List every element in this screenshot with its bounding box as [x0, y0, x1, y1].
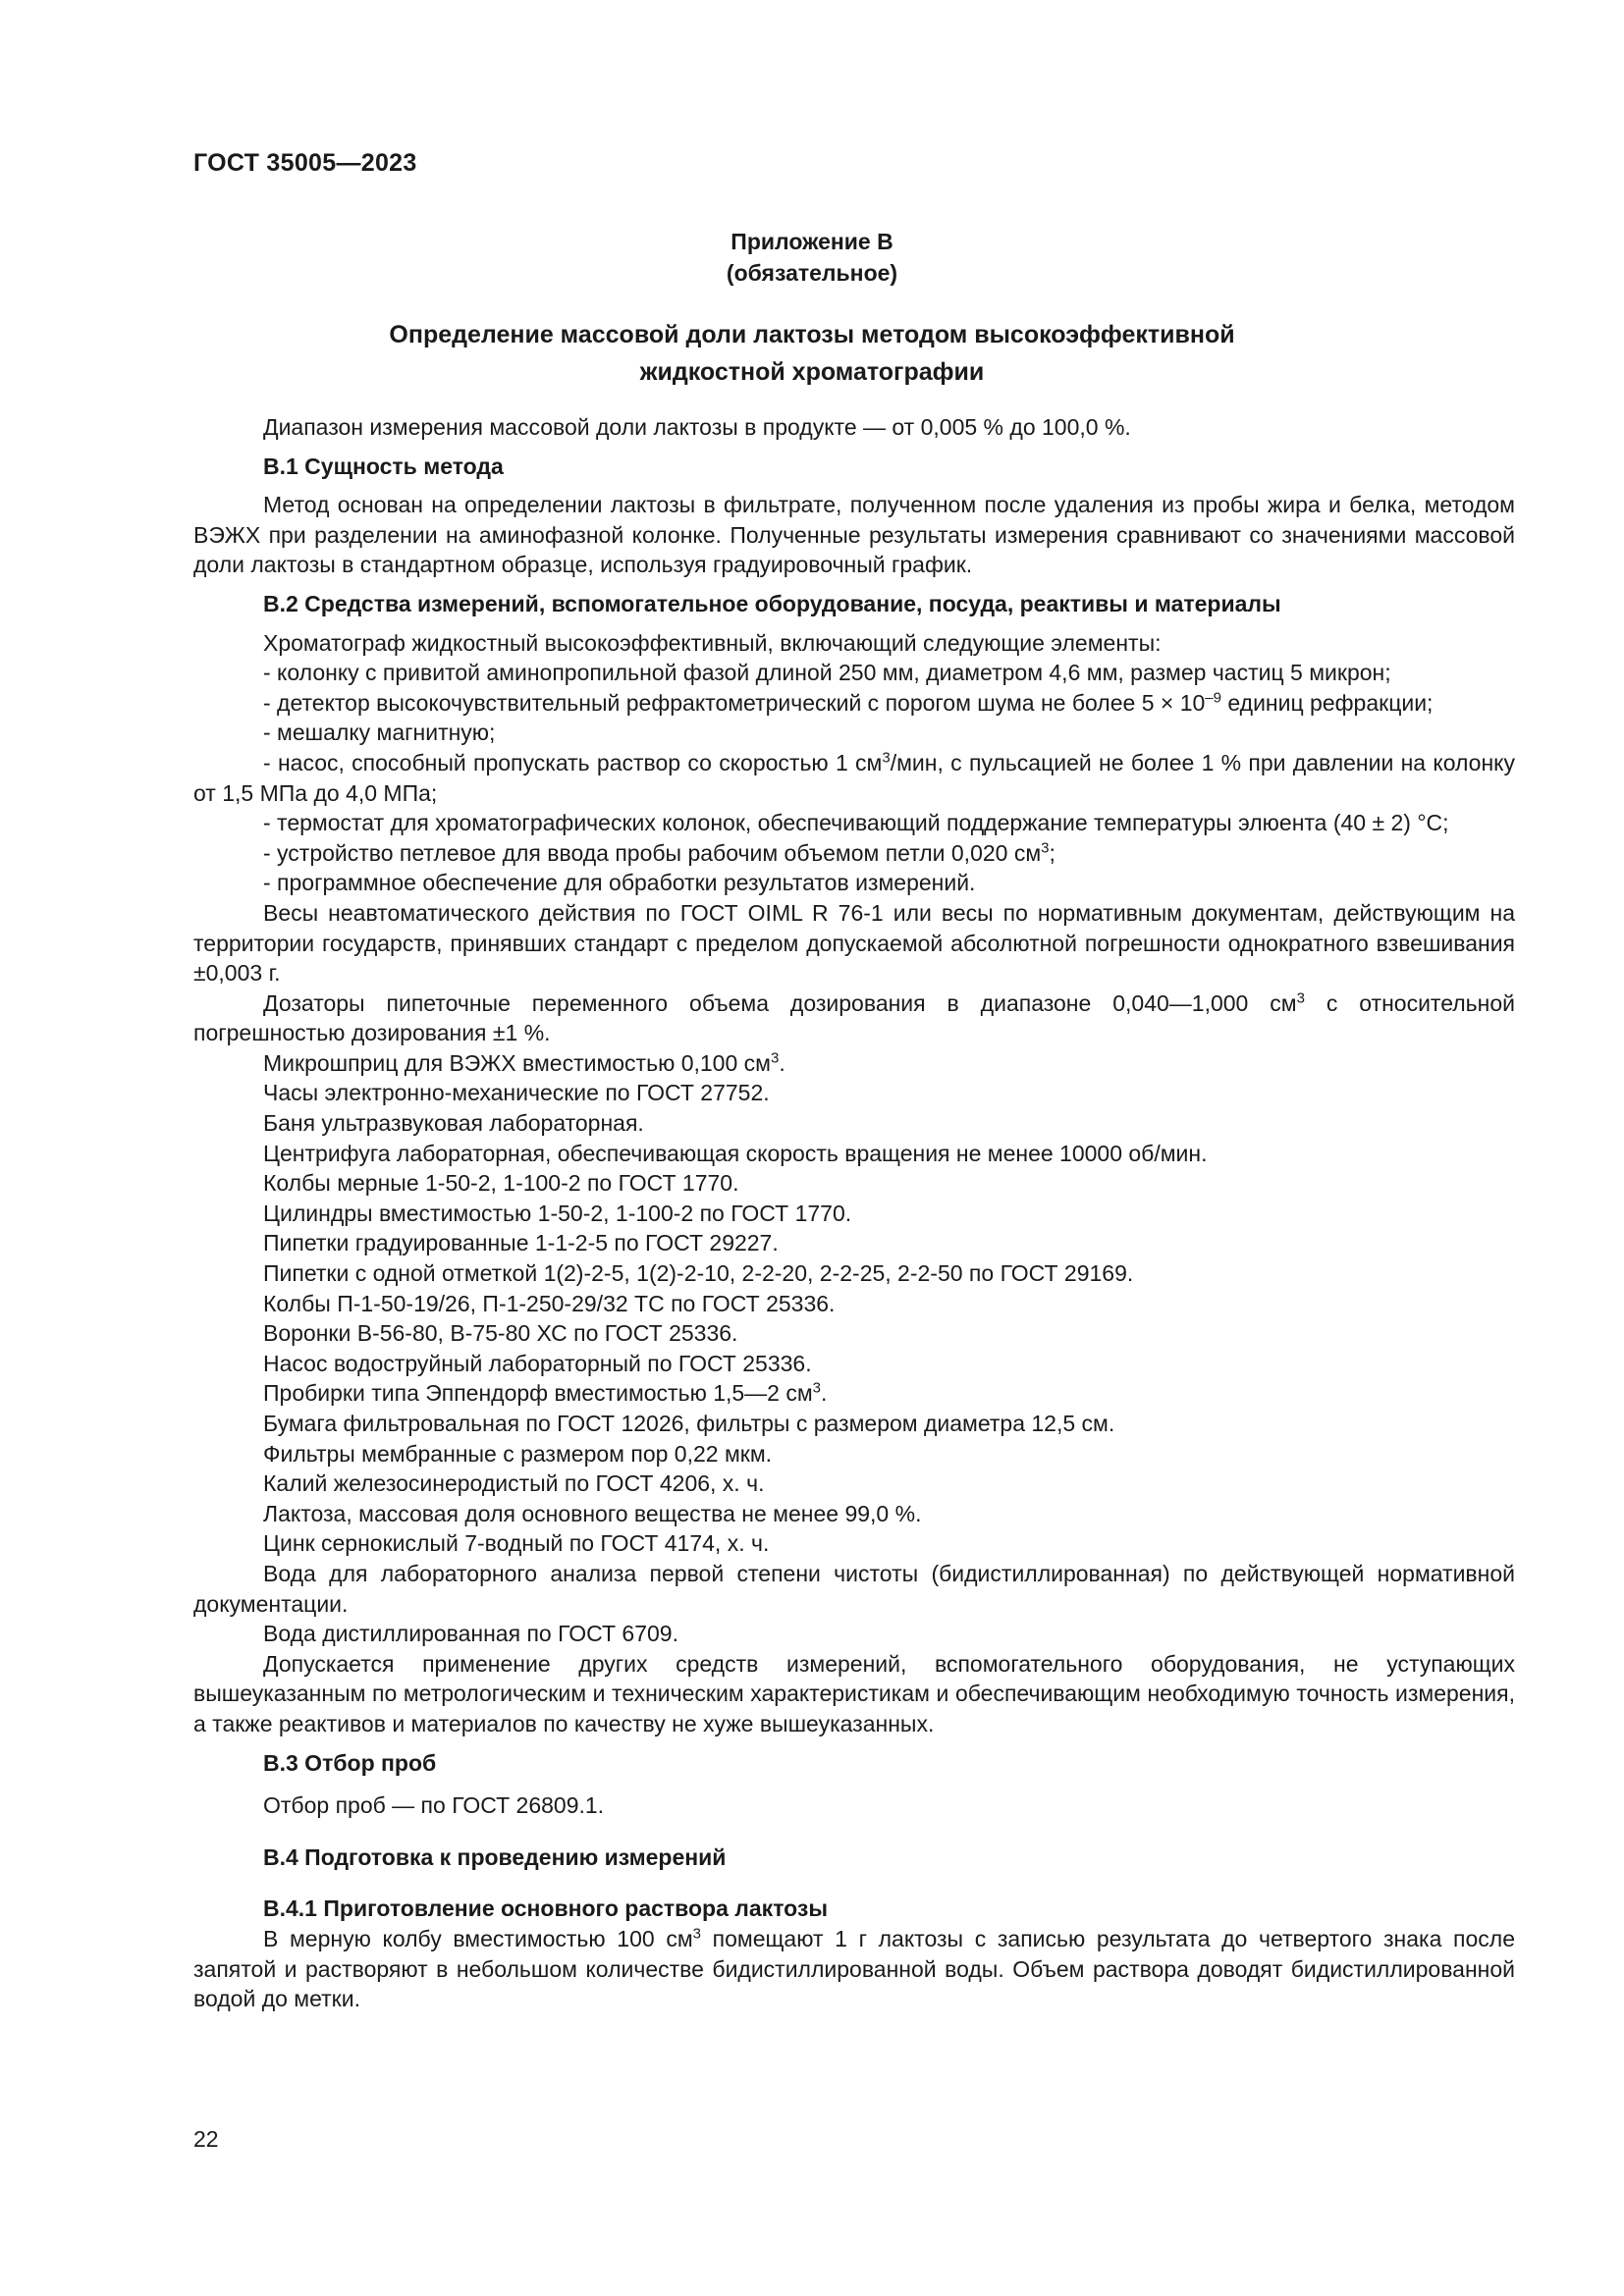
paragraph: Отбор проб — по ГОСТ 26809.1. — [263, 1792, 605, 1819]
document-body — [193, 412, 1515, 2014]
annex-title-line-2: жидкостной хроматографии — [639, 358, 985, 386]
section-heading-b4: В.4 Подготовка к проведению измерений — [263, 1843, 727, 1870]
paragraph: Хроматограф жидкостный высокоэффективный, включающий следующие элементы: — [263, 629, 1162, 656]
annex-title — [0, 316, 1624, 391]
annex-status: (обязательное) — [726, 260, 898, 286]
section-heading-b1: В.1 Сущность метода — [263, 453, 504, 479]
paragraph: Центрифуга лабораторная, обеспечивающая скорость вращения не менее 10000 об/мин. — [263, 1140, 1208, 1166]
annex-heading — [0, 226, 1624, 289]
annex-label: Приложение В — [731, 229, 893, 254]
paragraph: Допускается применение других средств измерений, вспомогательного оборудования, не уступающих вышеуказанным по метрологическим и техническим характеристикам и обеспечивающим необходимую точность измерения, а также реактивов и материалов по качеству не хуже вышеуказанных. — [193, 1650, 1515, 1736]
page-number: 22 — [193, 2126, 219, 2152]
paragraph: Вода дистиллированная по ГОСТ 6709. — [263, 1621, 678, 1647]
list-item: - устройство петлевое для ввода пробы рабочим объемом петли 0,020 $см^3$; — [263, 839, 1056, 866]
paragraph: Колбы П-1-50-19/26, П-1-250-29/32 ТС по ГОСТ 25336. — [263, 1290, 836, 1316]
paragraph: Пробирки типа Эппендорф вместимостью 1,5—2 $см^3$. — [263, 1379, 828, 1407]
paragraph: Пипетки градуированные 1-1-2-5 по ГОСТ 29227. — [263, 1230, 779, 1256]
subsection-heading-b4-1: В.4.1 Приготовление основного раствора лактозы — [263, 1896, 828, 1922]
list-item: - термостат для хроматографических колонок, обеспечивающий поддержание температуры элюента (40 ± 2) °С; — [263, 810, 1449, 836]
list-item: - мешалку магнитную; — [263, 720, 496, 746]
paragraph: Пипетки с одной отметкой 1(2)-2-5, 1(2)-2-10, 2-2-20, 2-2-25, 2-2-50 по ГОСТ 29169. — [263, 1260, 1134, 1287]
paragraph: Калий железосинеродистый по ГОСТ 4206, х. ч. — [263, 1470, 765, 1497]
paragraph: Колбы мерные 1-50-2, 1-100-2 по ГОСТ 1770. — [263, 1170, 739, 1197]
list-item: - колонку с привитой аминопропильной фазой длиной 250 мм, диаметром 4,6 мм, размер частиц 5 микрон; — [263, 660, 1391, 686]
paragraph: Часы электронно-механические по ГОСТ 27752. — [263, 1080, 770, 1106]
section-heading-b2: В.2 Средства измерений, вспомогательное оборудование, посуда, реактивы и материалы — [263, 590, 1281, 616]
paragraph: В мерную колбу вместимостью 100 $см^3$ помещают 1 г лактозы с записью результата до четвертого знака после запятой и растворяют в небольшом количестве бидистиллированной воды. Объем раствора доводят бидистиллированной водой до метки. — [193, 1925, 1515, 2012]
annex-title-line-1: Определение массовой доли лактозы методом высокоэффективной — [389, 321, 1235, 348]
paragraph: Метод основан на определении лактозы в фильтрате, полученном после удаления из пробы жира и белка, методом ВЭЖХ при разделении на аминофазной колонке. Полученные результаты измерения сравнивают со значениями массовой доли лактозы в стандартном образце, используя градуировочный график. — [193, 492, 1515, 578]
document-header: ГОСТ 35005—2023 — [193, 149, 417, 177]
paragraph: Микрошприц для ВЭЖХ вместимостью 0,100 $см^3$. — [263, 1049, 785, 1076]
paragraph: Дозаторы пипеточные переменного объема дозирования в диапазоне 0,040—1,000 $см^3$ с относительной погрешностью дозирования ±1 %. — [193, 989, 1515, 1046]
paragraph: Цинк сернокислый 7-водный по ГОСТ 4174, х. ч. — [263, 1530, 770, 1557]
paragraph: Цилиндры вместимостью 1-50-2, 1-100-2 по ГОСТ 1770. — [263, 1200, 852, 1226]
paragraph: Вода для лабораторного анализа первой степени чистоты (бидистиллированная) по действующей нормативной документации. — [193, 1560, 1515, 1617]
paragraph: Воронки В-56-80, В-75-80 ХС по ГОСТ 25336. — [263, 1320, 738, 1347]
intro-paragraph: Диапазон измерения массовой доли лактозы в продукте — от 0,005 % до 100,0 %. — [263, 414, 1131, 440]
paragraph: Фильтры мембранные с размером пор 0,22 мкм. — [263, 1440, 773, 1467]
paragraph: Весы неавтоматического действия по ГОСТ OIML R 76-1 или весы по нормативным документам, действующим на территории государств, принявших стандарт с пределом допускаемой абсолютной погрешности однократного взвешивания ±0,003 г. — [193, 899, 1515, 987]
list-item: - насос, способный пропускать раствор со скоростью 1 $см^3$/мин, с пульсацией не более 1 % при давлении на колонку от 1,5 МПа до 4,0 МПа; — [193, 749, 1515, 806]
paragraph: Бумага фильтровальная по ГОСТ 12026, фильтры с размером диаметра 12,5 см. — [263, 1411, 1115, 1436]
list-item: - программное обеспечение для обработки результатов измерений. — [263, 870, 976, 896]
paragraph: Лактоза, массовая доля основного вещества не менее 99,0 %. — [263, 1500, 922, 1526]
paragraph: Насос водоструйный лабораторный по ГОСТ 25336. — [263, 1350, 812, 1376]
section-heading-b3: В.3 Отбор проб — [263, 1749, 437, 1776]
paragraph: Баня ультразвуковая лабораторная. — [263, 1110, 644, 1137]
list-item: - детектор высокочувствительный рефрактометрический с порогом шума не более $5 \times 10^{-9}$ единиц рефракции; — [263, 689, 1434, 716]
